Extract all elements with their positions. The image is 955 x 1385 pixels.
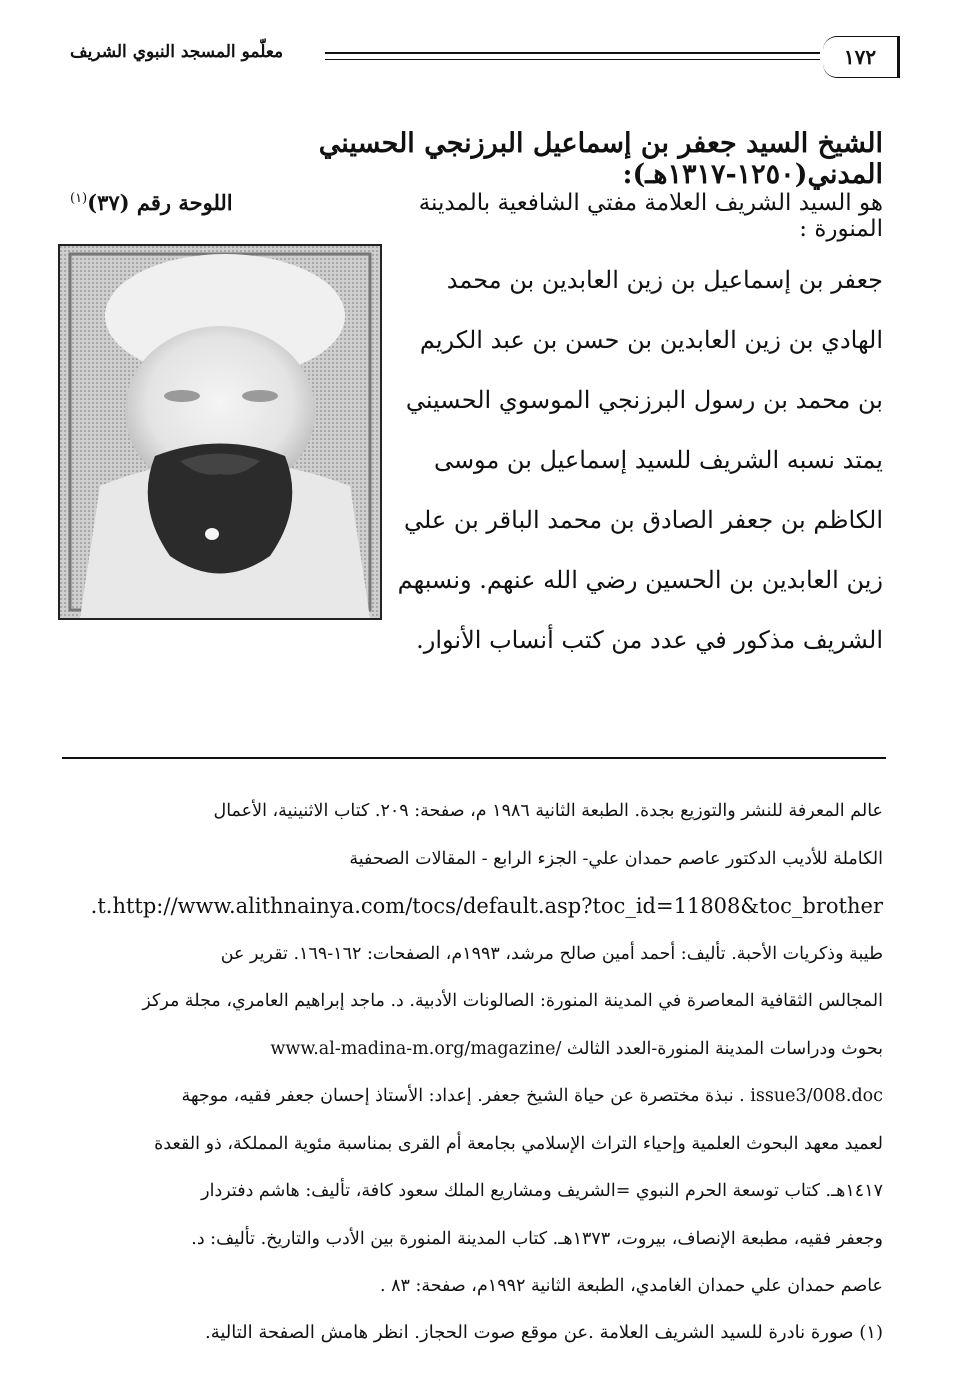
- reference-line: issue3/008.doc . نبذة مختصرة عن حياة الشيخ جعفر. إعداد: الأستاذ إحسان جعفر فقيه، موجهة: [181, 1086, 883, 1106]
- footnote-1: (١) صورة نادرة للسيد الشريف العلامة .عن موقع صوت الحجاز. انظر هامش الصفحة التالية.: [204, 1322, 883, 1343]
- reference-line: عاصم حمدان علي حمدان الغامدي، الطبعة الثانية ١٩٩٢م، صفحة: ٨٣ .: [379, 1276, 883, 1296]
- reference-line: المجالس الثقافية المعاصرة في المدينة المنورة: الصالونات الأدبية. د. ماجد إبراهيم العامري، مجلة مركز: [142, 991, 883, 1011]
- plate-label: [70, 190, 330, 215]
- reference-line: طيبة وذكريات الأحبة. تأليف: أحمد أمين صالح مرشد، ١٩٩٣م، الصفحات: ١٦٢-١٦٩. تقرير عن: [220, 943, 883, 964]
- reference-line: الكاملة للأديب الدكتور عاصم حمدان علي- الجزء الرابع - المقالات الصحفية: [349, 848, 883, 869]
- bio-line: الهادي بن زين العابدين بن حسن بن عبد الكريم: [419, 326, 883, 354]
- running-title: معلّمو المسجد النبوي الشريف: [70, 42, 284, 62]
- references-block: [67, 788, 883, 1311]
- reference-line: عالم المعرفة للنشر والتوزيع بجدة. الطبعة الثانية ١٩٨٦ م، صفحة: ٢٠٩. كتاب الاثنينية، الأعمال: [213, 801, 883, 821]
- bio-line: جعفر بن إسماعيل بن زين العابدين بن محمد: [446, 266, 883, 294]
- bio-line: بن محمد بن رسول البرزنجي الموسوي الحسيني: [405, 386, 883, 414]
- footnote-separator: [62, 757, 886, 759]
- portrait-graphic: [60, 246, 380, 618]
- reference-line: ١٤١٧هـ. كتاب توسعة الحرم النبوي =الشريف ومشاريع الملك سعود كافة، تأليف: هاشم دفتردار: [201, 1181, 883, 1201]
- bio-line: الكاظم بن جعفر الصادق بن محمد الباقر بن علي: [403, 506, 883, 534]
- plate-label-text: اللوحة رقم (٣٧): [87, 190, 233, 215]
- portrait-image: [58, 244, 382, 620]
- reference-line: وجعفر فقيه، مطبعة الإنصاف، بيروت، ١٣٧٣هـ. كتاب المدينة المنورة بين الأدب والتاريخ. تأليف: د.: [191, 1228, 883, 1249]
- reference-line: لعميد معهد البحوث العلمية وإحياء التراث الإسلامي بجامعة أم القرى بمناسبة مئوية المملكة، ذو القعدة: [154, 1133, 883, 1154]
- bio-line: يمتد نسبه الشريف للسيد إسماعيل بن موسى: [433, 446, 883, 474]
- page-number: ١٧٢: [823, 36, 900, 78]
- header-rule: [325, 52, 820, 60]
- plate-footnote-mark: (١): [70, 191, 88, 206]
- reference-url-line: .t.http://www.alithnainya.com/tocs/default.asp?toc_id=11808&toc_brother: [90, 894, 883, 918]
- intro-text: هو السيد الشريف العلامة مفتي الشافعية بالمدينة المنورة :: [418, 190, 883, 242]
- bio-line: الشريف مذكور في عدد من كتب أنساب الأنوار.: [416, 626, 883, 654]
- biography-title: الشيخ السيد جعفر بن إسماعيل البرزنجي الحسيني المدني(١٢٥٠-١٣١٧هـ):: [318, 128, 883, 190]
- reference-line: بحوث ودراسات المدينة المنورة-العدد الثالث /www.al-madina-m.org/magazine: [270, 1038, 883, 1059]
- running-header: [60, 32, 900, 88]
- bio-line: زين العابدين بن الحسين رضي الله عنهم. ونسبهم: [397, 566, 883, 594]
- biography-body: [397, 250, 883, 670]
